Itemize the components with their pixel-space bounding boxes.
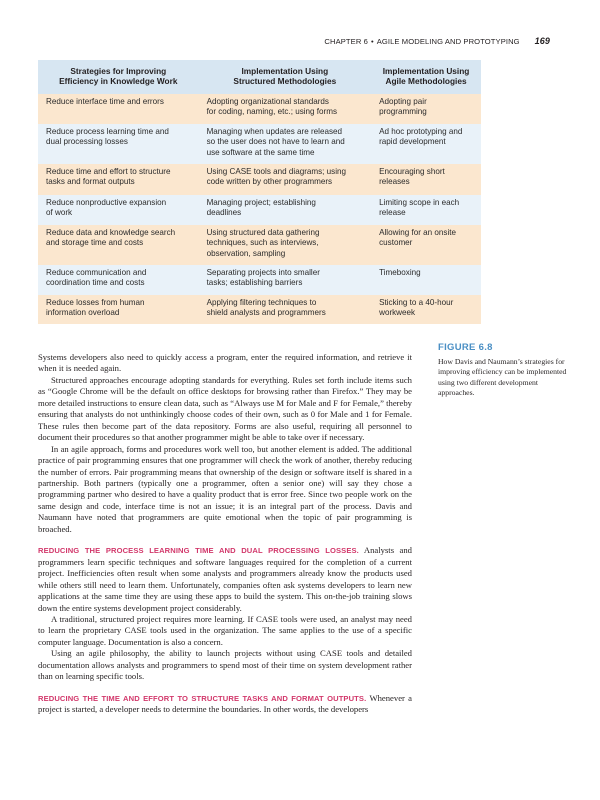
agile-cell: Adopting pair programming (371, 94, 481, 124)
structured-cell: Applying filtering techniques to shield analysts and programmers (199, 295, 372, 324)
strategy-cell: Reduce communication and coordination time and costs (38, 265, 199, 295)
table-header-row (38, 60, 481, 94)
agile-cell: Allowing for an onsite customer (371, 225, 481, 265)
table-row (38, 124, 481, 164)
paragraph: Using an agile philosophy, the ability to launch projects without using CASE tools and detailed documentation allows analysts and programmers to spend most of their time on system development rather than on learning specific tools. (38, 648, 412, 682)
figure-label: FIGURE 6.8 (438, 342, 493, 353)
bullet-separator: • (370, 37, 374, 46)
paragraph: A traditional, structured project requires more learning. If CASE tools were used, an analyst may need to learn the proprietary CASE tools used in the organization. The same applies to the use of a specific computer language. Documentation is also a concern. (38, 613, 412, 647)
body-text (38, 352, 412, 716)
strategy-cell: Reduce losses from human information overload (38, 295, 199, 324)
structured-cell: Managing when updates are released so the user does not have to learn and use software at the same time (199, 124, 372, 164)
strategy-cell: Reduce data and knowledge search and storage time and costs (38, 225, 199, 265)
running-head (324, 36, 550, 46)
structured-cell: Separating projects into smaller tasks; establishing barriers (199, 265, 372, 295)
section-paragraph (38, 545, 412, 614)
paragraph: In an agile approach, forms and procedures work well too, but another element is added. The additional practice of pair programming ensures that one programmer will check the work of another, thereby reducing the number of errors. Pair programming means that ownership of the design or software itself is shared in a partnership. Both partners (typically one a programmer, often a senior one) will say they chose a programming partner who desired to have a quality product that is error free. Since two people work on the same design and code, interface time is not an issue; it is an integral part of the process. Davis and Naumann have noted that programmers are quite emotional when the topic of pair programming is broached. (38, 443, 412, 534)
agile-cell: Sticking to a 40-hour workweek (371, 295, 481, 324)
agile-cell: Encouraging short releases (371, 164, 481, 195)
structured-cell: Adopting organizational standards for coding, naming, etc.; using forms (199, 94, 372, 124)
section-text: Whenever a project is started, a developer needs to determine the boundaries. In other words, the developers (38, 692, 412, 715)
header-structured: Implementation Using Structured Methodologies (199, 60, 372, 94)
strategy-cell: Reduce interface time and errors (38, 94, 199, 124)
section-heading: REDUCING THE PROCESS LEARNING TIME AND DUAL PROCESSING LOSSES. (38, 546, 359, 556)
table-row (38, 265, 481, 295)
table-row (38, 225, 481, 265)
header-agile: Implementation Using Agile Methodologies (371, 60, 481, 94)
structured-cell: Using CASE tools and diagrams; using code written by other programmers (199, 164, 372, 195)
strategy-cell: Reduce process learning time and dual processing losses (38, 124, 199, 164)
section-paragraph (38, 693, 412, 716)
figure-table (38, 60, 481, 324)
chapter-title: AGILE MODELING AND PROTOTYPING (376, 37, 520, 46)
page-number: 169 (534, 36, 550, 46)
structured-cell: Using structured data gathering techniques, such as interviews, observation, sampling (199, 225, 372, 265)
paragraph: Structured approaches encourage adopting standards for everything. Rules set forth include items such as “Google Chrome will be the default on office desktops for browsing rather than Firefox.” They may be more detailed instructions to ensure clean data, such as “Always use M for Male and F for Female,” thereby ensuring that analysts do not unthinkingly choose codes of their own, such as 0 for Male and 1 for Female. These rules then become part of the data repository. Forms are also useful, requiring all personnel to document their procedures so that another programmer might be able to take over if necessary. (38, 374, 412, 443)
table-row (38, 295, 481, 324)
agile-cell: Ad hoc prototyping and rapid development (371, 124, 481, 164)
strategy-cell: Reduce nonproductive expansion of work (38, 195, 199, 225)
figure-caption-text: How Davis and Naumann’s strategies for improving efficiency can be implemented using two different development approaches. (438, 357, 567, 398)
agile-cell: Timeboxing (371, 265, 481, 295)
strategy-cell: Reduce time and effort to structure tasks and format outputs (38, 164, 199, 195)
table-row (38, 164, 481, 195)
section-heading: REDUCING THE TIME AND EFFORT TO STRUCTURE TASKS AND FORMAT OUTPUTS. (38, 693, 367, 703)
section-text: Analysts and programmers learn specific techniques and software languages required for the completion of a current project. Inefficiencies often result when some analysts and programmers already know the products used while others still need to learn them. Unfortunately, companies often ask systems developers to learn new applications at the same time they are using these apps to build the system. This on-the-job training slows down the entire systems development project considerably. (38, 545, 412, 613)
structured-cell: Managing project; establishing deadlines (199, 195, 372, 225)
chapter-label: CHAPTER 6 (324, 37, 368, 46)
paragraph: Systems developers also need to quickly access a program, enter the required information, and retrieve it when it is needed again. (38, 352, 412, 374)
table-row (38, 94, 481, 124)
agile-cell: Limiting scope in each release (371, 195, 481, 225)
table-row (38, 195, 481, 225)
figure-caption (438, 342, 573, 399)
header-strategies: Strategies for Improving Efficiency in Knowledge Work (38, 60, 199, 94)
